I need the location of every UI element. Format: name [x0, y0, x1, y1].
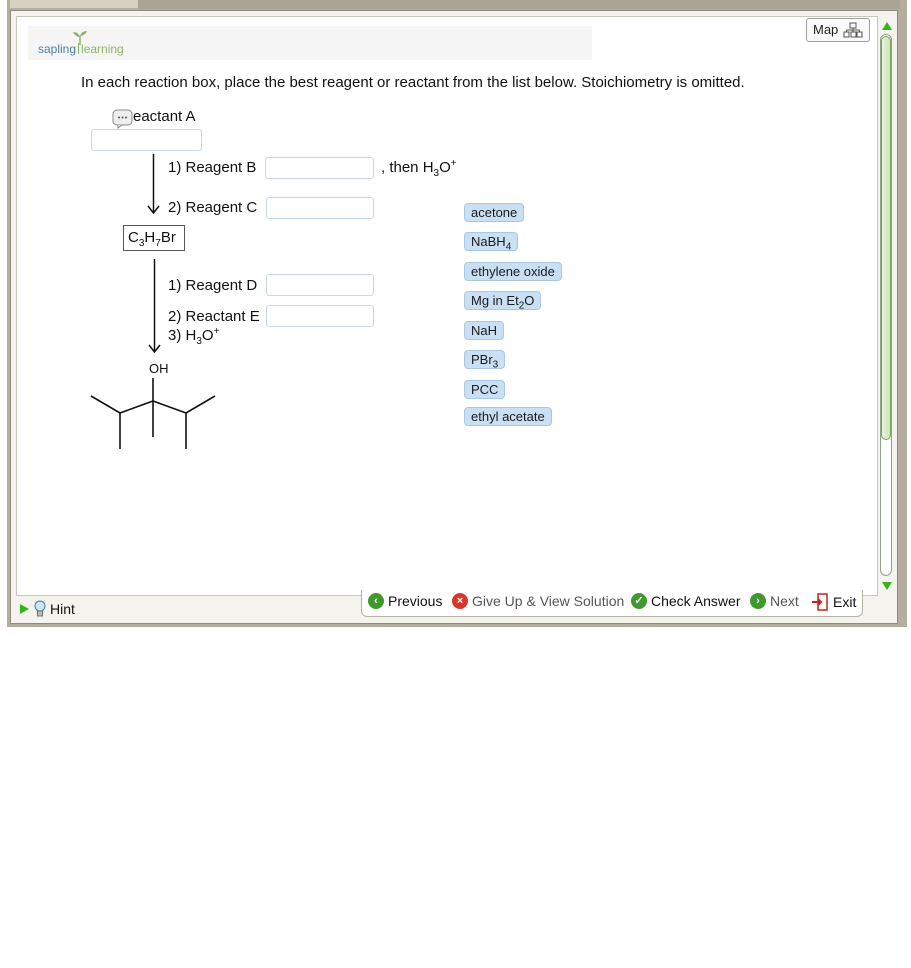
give-up-x-icon: × — [452, 593, 468, 609]
intermediate-c3h7br — [123, 225, 185, 251]
logo-text-sapling: sapling — [38, 42, 77, 56]
previous-arrow-icon: ‹ — [368, 593, 384, 609]
product-structure — [88, 376, 218, 452]
chip-text-after: O — [524, 293, 535, 308]
h3o-o-text: O — [201, 327, 214, 344]
h3o-step-label — [168, 326, 220, 347]
question-content — [16, 16, 878, 596]
then-h3o-label — [381, 158, 457, 179]
sapling-learning-logo — [38, 42, 124, 56]
next-label: Next — [770, 593, 799, 609]
window-tab — [10, 0, 139, 8]
then-h-subscript: 3 — [433, 168, 440, 179]
chip-text: NaH — [471, 323, 498, 338]
reactant-e-label: 2) Reactant E — [168, 308, 260, 325]
scroll-up-arrow-icon[interactable] — [881, 21, 893, 31]
reactant-e-dropbox[interactable] — [266, 305, 374, 327]
h-text: H — [144, 229, 156, 246]
chip-text: ethyl acetate — [471, 409, 545, 424]
h3o-subscript: 3 — [196, 336, 202, 347]
h3o-h-text: 3) H — [168, 327, 197, 344]
exit-label: Exit — [833, 594, 857, 610]
reagent-chip-mg-in-et2o[interactable] — [464, 291, 541, 310]
instructions: In each reaction box, place the best reagent or reactant from the list below. Stoichiometry is omitted. — [81, 74, 745, 91]
next-arrow-icon: › — [750, 593, 766, 609]
logo-text-learning: learning — [81, 42, 124, 56]
product-oh-label: OH — [149, 361, 169, 376]
reagent-chip-ethylene-oxide[interactable] — [464, 262, 562, 281]
chip-text: ethylene oxide — [471, 264, 555, 279]
reaction-arrow-1 — [146, 153, 162, 215]
reagent-b-dropbox[interactable] — [265, 157, 374, 179]
reagent-chip-pbr3[interactable] — [464, 350, 505, 369]
chip-subscript: 3 — [492, 359, 499, 371]
scroll-down-arrow-icon[interactable] — [881, 581, 893, 591]
hint-button[interactable] — [18, 600, 75, 618]
chip-subscript: 2 — [518, 300, 525, 312]
play-triangle-icon — [18, 603, 30, 615]
previous-button[interactable] — [368, 593, 442, 609]
h-subscript: 7 — [155, 238, 161, 249]
then-superscript: + — [450, 158, 457, 169]
chip-text: PCC — [471, 382, 499, 397]
map-button[interactable] — [806, 18, 870, 42]
reagent-chip-acetone[interactable] — [464, 203, 524, 222]
reaction-arrow-2 — [147, 258, 163, 354]
reagent-chip-ethyl-acetate[interactable] — [464, 407, 552, 426]
h3o-superscript: + — [213, 326, 220, 337]
then-h-text: , then H — [381, 159, 434, 176]
check-answer-label: Check Answer — [651, 593, 741, 609]
reagent-c-label: 2) Reagent C — [168, 199, 258, 216]
reactant-a-label: eactant A — [133, 108, 196, 125]
chip-text: NaBH — [471, 234, 506, 249]
reagent-d-dropbox[interactable] — [266, 274, 374, 296]
reagent-chip-pcc[interactable] — [464, 380, 505, 399]
give-up-button[interactable] — [452, 593, 624, 609]
reactant-a-dropbox[interactable] — [91, 129, 202, 151]
hint-label: Hint — [50, 601, 75, 617]
scrollbar-thumb[interactable] — [881, 36, 891, 440]
comment-icon[interactable] — [112, 109, 134, 129]
reagent-d-label: 1) Reagent D — [168, 277, 258, 294]
exit-button[interactable] — [811, 593, 856, 611]
reagent-chip-nah[interactable] — [464, 321, 504, 340]
chip-text: Mg in Et — [471, 293, 519, 308]
sitemap-icon — [843, 22, 863, 38]
check-icon: ✓ — [631, 593, 647, 609]
reagent-b-label: 1) Reagent B — [168, 159, 257, 176]
chip-subscript: 4 — [505, 241, 512, 253]
window-top-strip — [138, 0, 900, 9]
map-label: Map — [813, 22, 839, 37]
previous-label: Previous — [388, 593, 443, 609]
lightbulb-icon — [33, 600, 47, 618]
reagent-chip-nabh4[interactable] — [464, 232, 518, 251]
exit-door-icon — [811, 593, 829, 611]
c-subscript: 3 — [138, 238, 145, 249]
chip-text: acetone — [471, 205, 518, 220]
then-o-text: O — [439, 159, 451, 176]
next-button[interactable] — [750, 593, 799, 609]
give-up-label: Give Up & View Solution — [472, 593, 625, 609]
c-text: C — [128, 229, 139, 246]
br-text: Br — [160, 229, 176, 246]
check-answer-button[interactable] — [631, 593, 740, 609]
reagent-c-dropbox[interactable] — [266, 197, 374, 219]
chip-text: PBr — [471, 352, 493, 367]
